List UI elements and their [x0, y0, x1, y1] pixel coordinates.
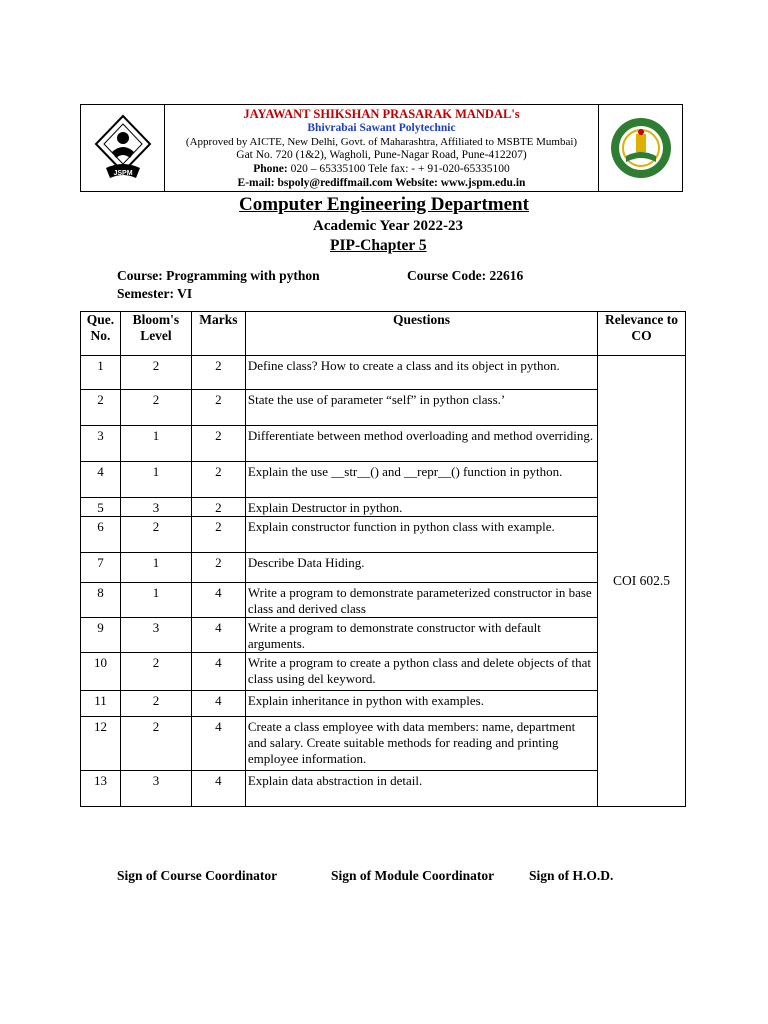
sign-course-coordinator: Sign of Course Coordinator: [117, 868, 278, 883]
question-text: Define class? How to create a class and its object in python.: [245, 356, 597, 390]
phone-label: Phone:: [253, 163, 288, 176]
course-name: Course: Programming with python: [117, 268, 320, 283]
marks: 4: [191, 583, 245, 618]
bloom-level: 3: [120, 771, 191, 807]
question-text: Write a program to create a python class and delete objects of that class using del keyword.: [245, 653, 597, 691]
table-row: [81, 618, 686, 653]
question-number: 2: [81, 390, 121, 426]
marks: 2: [191, 462, 245, 498]
marks: 4: [191, 691, 245, 717]
bloom-level: 1: [120, 462, 191, 498]
header-bloom-level: Bloom's Level: [120, 312, 191, 356]
sign-module-coordinator: Sign of Module Coordinator: [331, 868, 495, 883]
question-table: [80, 311, 686, 807]
question-number: 11: [81, 691, 121, 717]
sign-hod: Sign of H.O.D.: [529, 868, 614, 883]
course-code: Course Code: 22616: [407, 268, 524, 283]
question-text: Create a class employee with data members: name, department and salary. Create suitable methods for reading and printing employee information.: [245, 717, 597, 771]
marks: 2: [191, 390, 245, 426]
letterhead: [80, 104, 683, 192]
marks: 2: [191, 498, 245, 517]
letterhead-text: [164, 105, 599, 194]
question-number: 6: [81, 517, 121, 553]
phone-line: [164, 163, 599, 177]
bloom-level: 2: [120, 691, 191, 717]
bloom-level: 2: [120, 356, 191, 390]
question-text: Explain inheritance in python with examples.: [245, 691, 597, 717]
question-text: Explain Destructor in python.: [245, 498, 597, 517]
table-row: [81, 390, 686, 426]
jspm-logo-text: JSPM: [112, 170, 133, 177]
department-title: Computer Engineering Department: [239, 194, 529, 215]
table-row: [81, 426, 686, 462]
approval-line: (Approved by AICTE, New Delhi, Govt. of Maharashtra, Affiliated to MSBTE Mumbai): [185, 135, 578, 148]
question-number: 12: [81, 717, 121, 771]
bloom-level: 2: [120, 653, 191, 691]
academic-year: Academic Year 2022-23: [313, 218, 463, 234]
relevance-co-value: COI 602.5: [598, 356, 686, 807]
header-que-no: Que. No.: [81, 312, 121, 356]
bloom-level: 2: [120, 390, 191, 426]
marks: 4: [191, 653, 245, 691]
table-row: [81, 717, 686, 771]
bloom-level: 3: [120, 618, 191, 653]
table-row: [81, 771, 686, 807]
question-number: 1: [81, 356, 121, 390]
table-row: [81, 517, 686, 553]
question-number: 3: [81, 426, 121, 462]
question-text: Describe Data Hiding.: [245, 553, 597, 583]
marks: 4: [191, 618, 245, 653]
table-row: [81, 653, 686, 691]
table-row: [81, 356, 686, 390]
question-text: State the use of parameter “self” in python class.’: [245, 390, 597, 426]
question-number: 10: [81, 653, 121, 691]
bloom-level: 2: [120, 717, 191, 771]
question-text: Write a program to demonstrate parameterized constructor in base class and derived class: [245, 583, 597, 618]
question-text: Explain the use __str__() and __repr__() function in python.: [245, 462, 597, 498]
address-line: Gat No. 720 (1&2), Wagholi, Pune-Nagar Road, Pune-412207): [236, 149, 527, 162]
jspm-logo: [81, 105, 165, 191]
marks: 4: [191, 771, 245, 807]
marks: 2: [191, 356, 245, 390]
table-row: [81, 553, 686, 583]
header-marks: Marks: [191, 312, 245, 356]
institute-seal-icon: [608, 112, 674, 184]
chapter-title: PIP-Chapter 5: [330, 237, 427, 254]
question-number: 8: [81, 583, 121, 618]
question-number: 13: [81, 771, 121, 807]
table-row: [81, 691, 686, 717]
bloom-level: 2: [120, 517, 191, 553]
bloom-level: 1: [120, 583, 191, 618]
header-relevance-co: Relevance to CO: [598, 312, 686, 356]
semester: Semester: VI: [117, 286, 193, 301]
institute-name: Bhivrabai Sawant Polytechnic: [307, 121, 456, 134]
marks: 4: [191, 717, 245, 771]
question-number: 5: [81, 498, 121, 517]
question-text: Explain constructor function in python class with example.: [245, 517, 597, 553]
institute-seal: [598, 105, 682, 191]
question-text: Differentiate between method overloading and method overriding.: [245, 426, 597, 462]
question-text: Write a program to demonstrate constructor with default arguments.: [245, 618, 597, 653]
bloom-level: 3: [120, 498, 191, 517]
question-number: 4: [81, 462, 121, 498]
email-website-line: E-mail: bspoly@rediffmail.com Website: www.jspm.edu.in: [237, 176, 526, 189]
bloom-level: 1: [120, 553, 191, 583]
header-questions: Questions: [245, 312, 597, 356]
jspm-emblem-icon: [90, 112, 156, 184]
question-rows: [81, 356, 686, 807]
phone-value: 020 – 65335100 Tele fax: - + 91-020-65335100: [290, 163, 510, 176]
table-row: [81, 498, 686, 517]
marks: 2: [191, 517, 245, 553]
question-text: Explain data abstraction in detail.: [245, 771, 597, 807]
question-number: 9: [81, 618, 121, 653]
org-name: JAYAWANT SHIKSHAN PRASARAK MANDAL's: [243, 107, 520, 121]
table-row: [81, 583, 686, 618]
table-row: [81, 462, 686, 498]
bloom-level: 1: [120, 426, 191, 462]
question-number: 7: [81, 553, 121, 583]
marks: 2: [191, 553, 245, 583]
marks: 2: [191, 426, 245, 462]
